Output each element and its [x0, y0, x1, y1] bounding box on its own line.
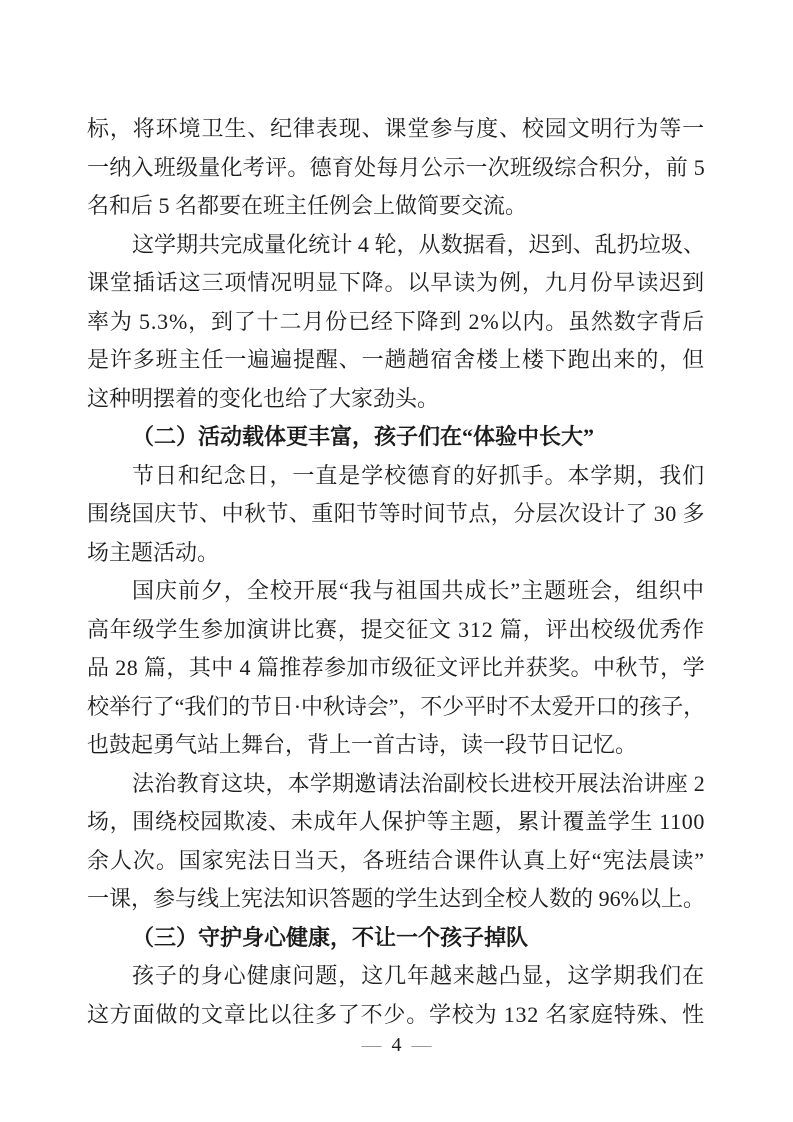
line-text: 也鼓起勇气站上舞台，背上一首古诗，读一段节日记忆。 — [87, 732, 638, 757]
line-text: 是许多班主任一遍遍提醒、一趟趟宿舍楼上楼下跑出来的，但 — [87, 347, 705, 372]
line-text: 品 28 篇，其中 4 篇推荐参加市级征文评比并获奖。中秋节，学 — [87, 655, 705, 680]
paragraph — [87, 572, 705, 765]
text-line — [87, 495, 705, 534]
heading-line — [87, 418, 705, 457]
line-text: 余人次。国家宪法日当天，各班结合课件认真上好“宪法晨读” — [87, 847, 706, 873]
line-text: 围绕国庆节、中秋节、重阳节等时间节点，分层次设计了 30 多 — [87, 501, 705, 526]
text-line — [87, 534, 705, 573]
line-text: 这学期共完成量化统计 4 轮，从数据看，迟到、乱扔垃圾、 — [132, 231, 705, 257]
text-line — [87, 187, 705, 226]
line-text: 课堂插话这三项情况明显下降。以早读为例，九月份早读迟到 — [87, 270, 705, 295]
text-line — [87, 688, 705, 727]
page-number: 4 — [391, 1034, 402, 1056]
text-line — [87, 611, 705, 650]
line-text: 这种明摆着的变化也给了大家劲头。 — [87, 385, 440, 411]
text-line — [87, 726, 705, 765]
line-text: 场主题活动。 — [87, 539, 220, 565]
line-text: 节日和纪念日，一直是学校德育的好抓手。本学期，我们 — [132, 462, 705, 488]
text-line — [87, 842, 705, 881]
line-text: 一纳入班级量化考评。德育处每月公示一次班级综合积分，前 5 — [87, 154, 705, 180]
text-line — [87, 957, 705, 996]
line-text: （三）守护身心健康，不让一个孩子掉队 — [132, 924, 529, 950]
paragraph — [87, 957, 705, 1034]
text-line — [87, 803, 705, 842]
line-text: 高年级学生参加演讲比赛，提交征文 312 篇，评出校级优秀作 — [87, 616, 705, 642]
line-text: 法治教育这块，本学期邀请法治副校长进校开展法治讲座 2 — [132, 770, 705, 796]
line-text: 孩子的身心健康问题，这几年越来越凸显，这学期我们在 — [132, 963, 705, 988]
text-line — [87, 341, 705, 380]
footer-dash-left: — — [361, 1034, 382, 1056]
text-line — [87, 649, 705, 688]
paragraph — [87, 765, 705, 919]
line-text: 率为 5.3%，到了十二月份已经下降到 2%以内。虽然数字背后 — [87, 308, 705, 334]
document-body — [87, 110, 705, 1034]
line-text: 名和后 5 名都要在班主任例会上做简要交流。 — [87, 193, 528, 218]
text-line — [87, 880, 705, 919]
line-text: 校举行了“我们的节日·中秋诗会”，不少平时不太爱开口的孩子， — [87, 693, 705, 719]
line-text: 国庆前夕，全校开展“我与祖国共成长”主题班会，组织中 — [132, 578, 705, 603]
line-text: 标，将环境卫生、纪律表现、课堂参与度、校园文明行为等一 — [87, 116, 705, 141]
section-heading — [87, 919, 705, 958]
line-text: （二）活动载体更丰富，孩子们在“体验中长大” — [132, 424, 595, 449]
line-text: 这方面做的文章比以往多了不少。学校为 132 名家庭特殊、性 — [87, 1001, 705, 1027]
text-line — [87, 380, 705, 419]
paragraph — [87, 110, 705, 226]
paragraph — [87, 457, 705, 573]
section-heading — [87, 418, 705, 457]
text-line — [87, 110, 705, 149]
text-line — [87, 572, 705, 611]
text-line — [87, 149, 705, 188]
text-line — [87, 264, 705, 303]
heading-line — [87, 919, 705, 958]
text-line — [87, 226, 705, 265]
text-line — [87, 457, 705, 496]
page-footer — [0, 1032, 793, 1058]
footer-dash-right: — — [411, 1034, 432, 1056]
text-line — [87, 303, 705, 342]
text-line — [87, 765, 705, 804]
line-text: 场，围绕校园欺凌、未成年人保护等主题，累计覆盖学生 1100 — [87, 809, 705, 834]
paragraph — [87, 226, 705, 419]
line-text: 一课，参与线上宪法知识答题的学生达到全校人数的 96%以上。 — [87, 886, 705, 911]
text-line — [87, 996, 705, 1035]
